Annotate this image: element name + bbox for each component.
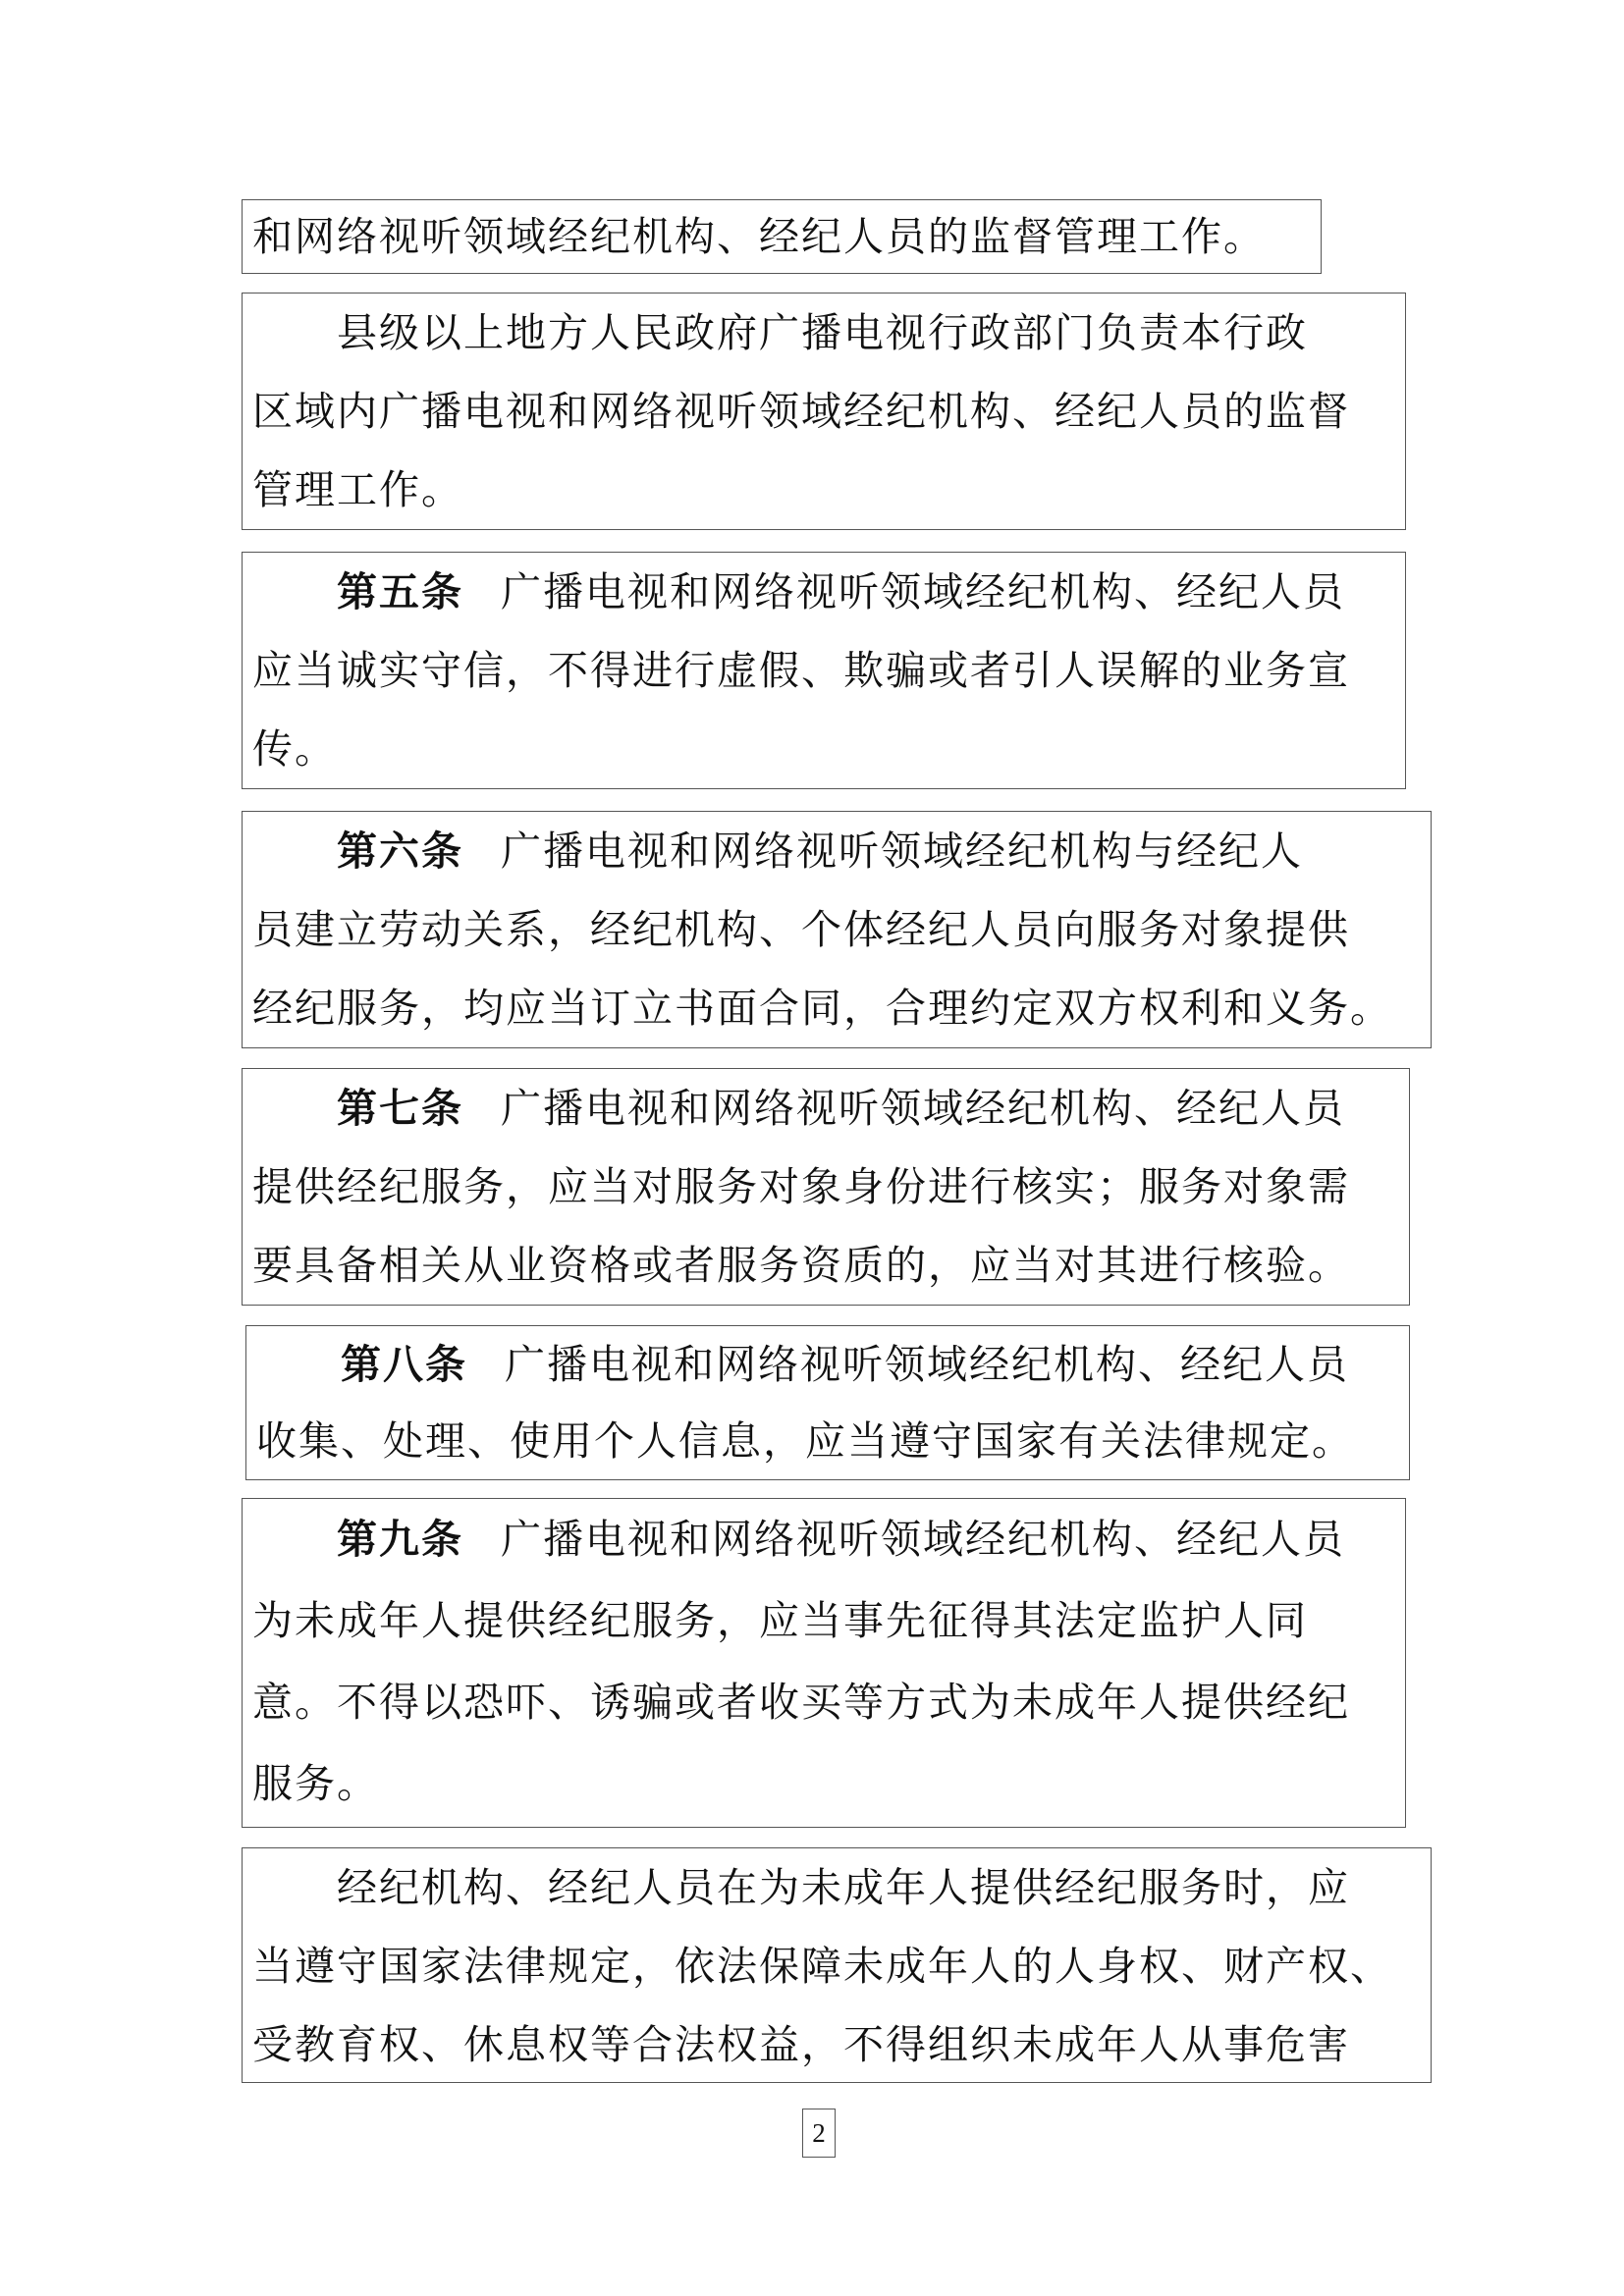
article-number: 第五条 [337, 568, 463, 615]
text-line: 提供经纪服务，应当对服务对象身份进行核实；服务对象需 [252, 1163, 1350, 1210]
article-9-paragraph [242, 1498, 1406, 1828]
text-line: 意。不得以恐吓、诱骗或者收买等方式为未成年人提供经纪 [252, 1679, 1350, 1726]
text-line: 经纪机构、经纪人员在为未成年人提供经纪服务时，应 [337, 1864, 1350, 1911]
article-6-paragraph [242, 811, 1432, 1048]
text-line: 第六条 广播电视和网络视听领域经纪机构与经纪人 [337, 828, 1303, 875]
text-line: 经纪服务，均应当订立书面合同，合理约定双方权利和义务。 [252, 985, 1392, 1032]
text-line: 第五条 广播电视和网络视听领域经纪机构、经纪人员 [337, 568, 1345, 615]
county-level-paragraph [242, 293, 1406, 530]
text-line: 第九条 广播电视和网络视听领域经纪机构、经纪人员 [337, 1516, 1345, 1563]
text-line: 传。 [252, 725, 337, 773]
text-line: 为未成年人提供经纪服务，应当事先征得其法定监护人同 [252, 1597, 1308, 1644]
text-line: 收集、处理、使用个人信息，应当遵守国家有关法律规定。 [256, 1417, 1354, 1465]
article-number: 第七条 [337, 1085, 463, 1132]
article-5-paragraph [242, 552, 1406, 789]
text-line: 第八条 广播电视和网络视听领域经纪机构、经纪人员 [341, 1341, 1349, 1388]
text-line: 和网络视听领域经纪机构、经纪人员的监督管理工作。 [252, 213, 1266, 260]
continuation-paragraph [242, 199, 1322, 274]
text-line: 受教育权、休息权等合法权益，不得组织未成年人从事危害 [252, 2021, 1350, 2068]
text-line: 服务。 [252, 1760, 379, 1807]
text-line: 应当诚实守信，不得进行虚假、欺骗或者引人误解的业务宣 [252, 647, 1350, 694]
article-8-paragraph [245, 1325, 1410, 1480]
article-number: 第八条 [341, 1341, 467, 1388]
text-line: 县级以上地方人民政府广播电视行政部门负责本行政 [337, 309, 1308, 356]
text-line: 区域内广播电视和网络视听领域经纪机构、经纪人员的监督 [252, 388, 1350, 435]
text-line: 员建立劳动关系，经纪机构、个体经纪人员向服务对象提供 [252, 906, 1350, 953]
page-number: 2 [802, 2109, 836, 2158]
text-line: 当遵守国家法律规定，依法保障未成年人的人身权、财产权、 [252, 1943, 1392, 1990]
minors-paragraph [242, 1847, 1432, 2083]
text-line: 第七条 广播电视和网络视听领域经纪机构、经纪人员 [337, 1085, 1345, 1132]
article-7-paragraph [242, 1068, 1410, 1306]
article-number: 第六条 [337, 828, 463, 875]
article-number: 第九条 [337, 1516, 463, 1563]
text-line: 要具备相关从业资格或者服务资质的，应当对其进行核验。 [252, 1242, 1350, 1289]
text-line: 管理工作。 [252, 466, 463, 513]
